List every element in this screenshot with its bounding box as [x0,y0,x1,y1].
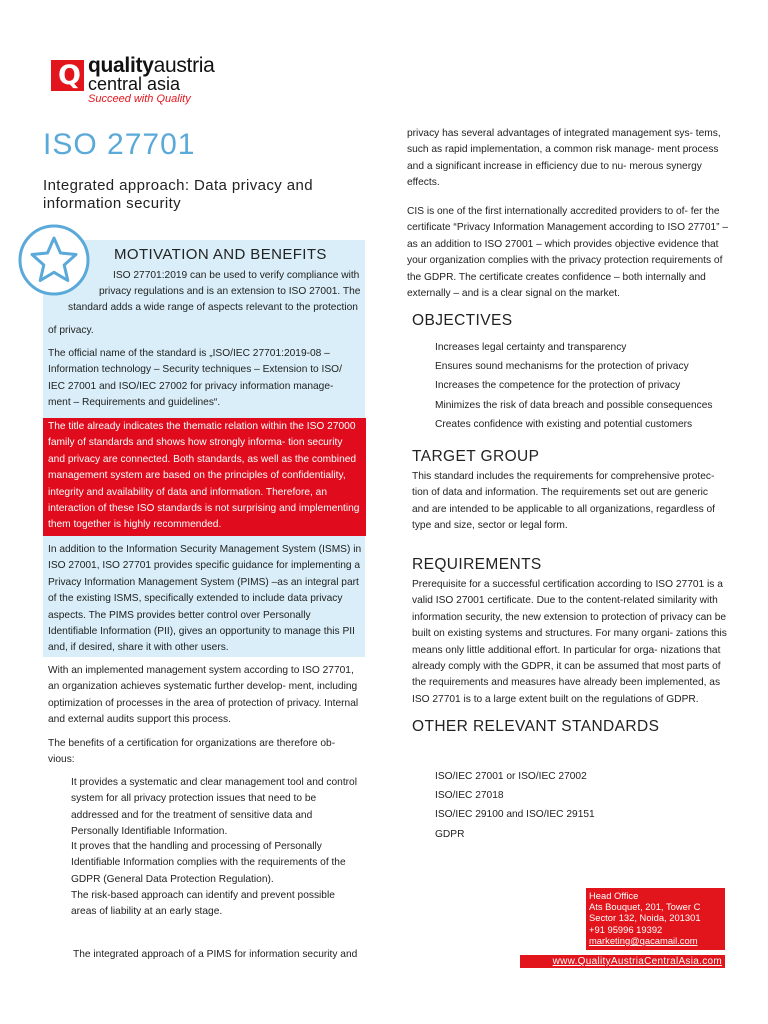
objective-item: Ensures sound mechanisms for the protection of privacy [435,361,689,373]
brand-name-bold: quality [88,54,154,77]
requirements-heading: REQUIREMENTS [412,556,542,573]
address-line-1: Ats Bouquet, 201, Tower C [589,901,701,913]
brand-region: central asia [88,74,181,94]
page-title: ISO 27701 [43,128,196,161]
standard-item: ISO/IEC 27001 or ISO/IEC 27002 [435,771,587,782]
objective-item: Creates confidence with existing and potential customers [435,418,693,430]
motivation-line-1: ISO 27701:2019 can be used to verify compliance with [113,270,360,281]
brand-tagline: Succeed with Quality [88,93,191,105]
address-line-2: Sector 132, Noida, 201301 [589,912,701,924]
objectives-heading: OBJECTIVES [412,312,513,329]
motivation-line-2: privacy regulations and is an extension to ISO 27001. The [99,286,361,297]
email-link[interactable]: marketing@qacamail.com [589,934,698,946]
target-group-paragraph: This standard includes the requirements for comprehensive protec- tion of data and information. The requirements set out are generic and are intended to be applicable to all organizations, regardless of type and size, sector or legal form. [412,471,715,532]
objective-item: Increases legal certainty and transparency [435,342,627,353]
benefits-intro: The benefits of a certification for organizations are therefore ob- vious: [48,738,336,766]
star-icon [16,222,92,298]
head-office-box [586,888,725,950]
pims-paragraph: In addition to the Information Security Management System (ISMS) in ISO 27001, ISO 27701 provides specific guidance for implementing a Privacy Information Management System (PIMS) –as an integral part of the existing ISMS, specifically extended to include data privacy aspects. The PIMS provides better control over Personally Identifiable Information (PII), gives an opportunity to manage this PII and, if desired, share it with other users. [48,544,362,654]
relation-paragraph: The title already indicates the thematic relation within the ISO 27000 family of standards and shows how strongly informa- tion security and privacy are connected. Both standards, as well as the combined management system are based on the principles of confidentiality, integrity and availability of data and information. Therefore, an interaction of these ISO standards is not surprising and implementing them together is highly recommended. [48,421,360,531]
benefit-item: The risk-based approach can identify and prevent possible areas of liability at an early stage. [71,890,335,918]
page-subtitle: Integrated approach: Data privacy and information security [43,177,313,212]
standard-item: ISO/IEC 27018 [435,790,504,802]
head-office-label: Head Office [589,890,639,901]
motivation-line-3: standard adds a wide range of aspects relevant to the protection [68,302,358,313]
objectives-list [435,338,712,434]
standards-heading: OTHER RELEVANT STANDARDS [412,718,660,735]
target-group-heading: TARGET GROUP [412,448,540,465]
motivation-heading: MOTIVATION AND BENEFITS [114,246,327,263]
official-name-paragraph: The official name of the standard is „ISO/IEC 27701:2019-08 – Information technology – Security techniques – Extension to ISO/ IEC 27001 and ISO/IEC 27002 for privacy information manage- ment – Requirements and guidelines“. [48,348,342,409]
standard-item: ISO/IEC 29100 and ISO/IEC 29151 [435,809,595,821]
requirements-paragraph: Prerequisite for a successful certification according to ISO 27701 is a valid ISO 27001 certificate. Due to the content-related similarity with information security, the new extension to protection of privacy can be built on existing systems and structures. For many organi- zations this means only little additional effort. In particular for orga- nizations that already comply with the GDPR, it can be assumed that most parts of the requirements and measures have already been implemented, as ISO 27701 is to a large extent built on the regulations of GDPR. [412,579,727,705]
logo-letter: Q [58,60,81,91]
brand-name-rest: austria [153,54,215,77]
pims-integration-paragraph: The integrated approach of a PIMS for information security and [73,949,358,960]
cis-paragraph: CIS is one of the first internationally accredited providers to of- fer the certificate “Privacy Information Management according to ISO 27701” – as an addition to ISO 27001 – which provides objective evidence that your organization complies with the privacy protection requirements of the GDPR. The certificate creates confidence – both internally and externally – and is a clear signal on the market. [407,206,729,300]
standard-item: GDPR [435,828,465,840]
implementation-paragraph: With an implemented management system according to ISO 27701, an organization achieves systematic further develop- ment, including optimization of processes in the area of protection of privacy. Internal and external audits support this process. [48,665,359,726]
objective-item: Minimizes the risk of data breach and possible consequences [435,399,713,411]
standards-list [435,767,595,844]
benefit-item: It proves that the handling and processing of Personally Identifiable Information complies with the requirements of the GDPR (General Data Protection Regulation). [71,841,346,885]
objective-item: Increases the competence for the protection of privacy [435,380,681,392]
website-link[interactable]: www.QualityAustriaCentralAsia.com [520,955,725,968]
benefit-item: It provides a systematic and clear management tool and control system for all privacy protection issues that need to be addressed and for the treatment of sensitive data and Personally Identifiable Information. [71,777,357,838]
advantages-paragraph: privacy has several advantages of integrated management sys- tems, such as rapid implementation, a common risk manage- ment process and a significant increase in efficiency due to nu- merous synergy effects. [407,128,721,189]
motivation-line-4: of privacy. [48,325,94,336]
phone-number: +91 95996 19392 [589,923,663,935]
